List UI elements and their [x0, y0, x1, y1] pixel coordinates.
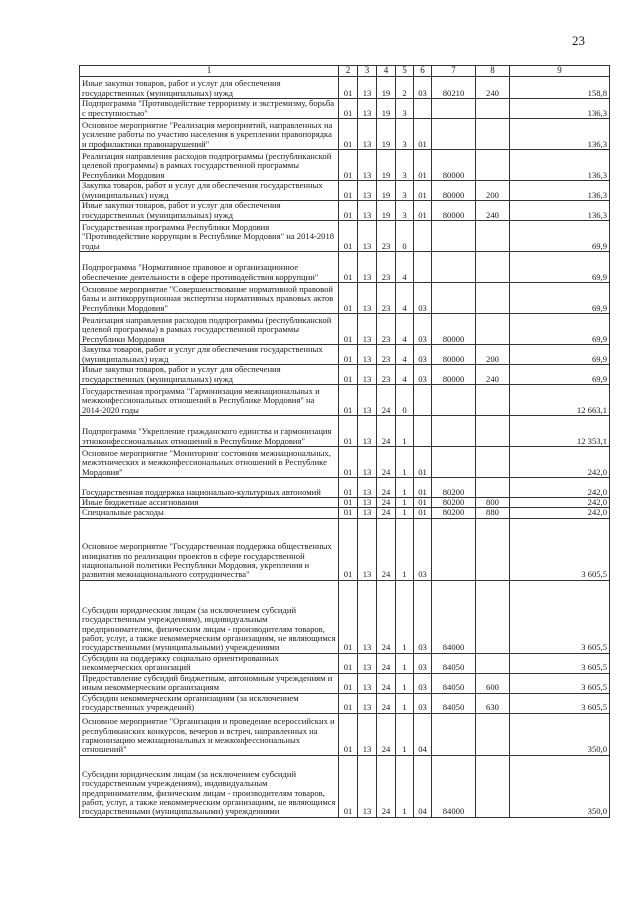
row-name: Государственная поддержка национально-культурных автономий — [80, 478, 339, 498]
row-activity: 01 — [414, 181, 432, 201]
row-section: 01 — [339, 77, 358, 99]
row-subsection: 13 — [358, 518, 377, 580]
row-program: 24 — [377, 416, 396, 447]
row-amount: 242,0 — [510, 447, 610, 478]
header-row — [80, 66, 610, 77]
row-expense-type — [476, 478, 510, 498]
row-name: Основное мероприятие "Реализация мероприятий, направленных на усиление работы по участию населения в укреплении правопорядка и профилактики правонарушений" — [80, 119, 339, 150]
row-activity: 03 — [414, 693, 432, 713]
row-activity: 03 — [414, 365, 432, 385]
row-amount: 136,3 — [510, 150, 610, 181]
page-number: 23 — [572, 33, 585, 48]
row-expense-type — [476, 580, 510, 653]
row-expense-type — [476, 99, 510, 119]
row-section: 01 — [339, 518, 358, 580]
row-section: 01 — [339, 99, 358, 119]
row-amount: 3 605,5 — [510, 518, 610, 580]
row-subsection: 13 — [358, 99, 377, 119]
row-program: 19 — [377, 99, 396, 119]
row-subprogram: 4 — [396, 314, 414, 345]
row-amount: 3 605,5 — [510, 693, 610, 713]
row-program: 19 — [377, 150, 396, 181]
row-subprogram: 0 — [396, 221, 414, 252]
row-program: 19 — [377, 119, 396, 150]
row-program: 24 — [377, 673, 396, 693]
row-activity: 01 — [414, 447, 432, 478]
row-direction: 80000 — [432, 365, 476, 385]
row-name: Иные закупки товаров, работ и услуг для обеспечения государственных (муниципальных) нужд — [80, 77, 339, 99]
row-subsection: 13 — [358, 221, 377, 252]
row-activity: 04 — [414, 713, 432, 755]
row-expense-type: 600 — [476, 673, 510, 693]
row-section: 01 — [339, 693, 358, 713]
row-subprogram: 0 — [396, 385, 414, 416]
row-subsection: 13 — [358, 385, 377, 416]
row-section: 01 — [339, 580, 358, 653]
table-row — [80, 365, 610, 385]
row-direction: 80000 — [432, 201, 476, 221]
header-col-7: 7 — [432, 66, 476, 77]
row-section: 01 — [339, 653, 358, 673]
row-section: 01 — [339, 673, 358, 693]
row-section: 01 — [339, 150, 358, 181]
row-direction: 84000 — [432, 580, 476, 653]
row-section: 01 — [339, 119, 358, 150]
row-program: 24 — [377, 385, 396, 416]
row-expense-type: 200 — [476, 181, 510, 201]
table-row — [80, 478, 610, 498]
table-row — [80, 508, 610, 518]
table-row — [80, 713, 610, 755]
row-expense-type — [476, 416, 510, 447]
row-section: 01 — [339, 252, 358, 283]
row-expense-type — [476, 755, 510, 817]
row-program: 23 — [377, 221, 396, 252]
row-subprogram: 1 — [396, 653, 414, 673]
row-direction — [432, 385, 476, 416]
table-row — [80, 252, 610, 283]
row-name: Специальные расходы — [80, 508, 339, 518]
table-row — [80, 181, 610, 201]
budget-table — [79, 65, 610, 818]
row-subsection: 13 — [358, 314, 377, 345]
row-program: 23 — [377, 345, 396, 365]
header-col-9: 9 — [510, 66, 610, 77]
row-subprogram: 1 — [396, 498, 414, 508]
row-amount: 136,3 — [510, 99, 610, 119]
row-program: 24 — [377, 713, 396, 755]
row-amount: 69,9 — [510, 252, 610, 283]
row-name: Основное мероприятие "Государственная поддержка общественных инициатив по реализации проектов в сфере государственной национальной политики Республики Мордовия, укрепления и развития межнационального сотрудничества" — [80, 518, 339, 580]
row-subsection: 13 — [358, 77, 377, 99]
table-body — [80, 77, 610, 818]
row-expense-type: 800 — [476, 498, 510, 508]
row-name: Реализация направления расходов подпрограммы (республиканской целевой программы) в рамках государственной программы Республики Мордовия — [80, 150, 339, 181]
row-direction: 80000 — [432, 314, 476, 345]
row-subsection: 13 — [358, 580, 377, 653]
row-amount: 69,9 — [510, 365, 610, 385]
row-direction: 84050 — [432, 693, 476, 713]
row-direction — [432, 416, 476, 447]
row-subprogram: 1 — [396, 713, 414, 755]
row-name: Предоставление субсидий бюджетным, автономным учреждениям и иным некоммерческим организациям — [80, 673, 339, 693]
row-section: 01 — [339, 221, 358, 252]
row-activity — [414, 99, 432, 119]
row-activity — [414, 385, 432, 416]
table-row — [80, 77, 610, 99]
table-row — [80, 345, 610, 365]
row-program: 24 — [377, 755, 396, 817]
row-direction — [432, 252, 476, 283]
row-direction: 80200 — [432, 508, 476, 518]
row-section: 01 — [339, 385, 358, 416]
row-program: 24 — [377, 580, 396, 653]
row-program: 19 — [377, 181, 396, 201]
row-section: 01 — [339, 508, 358, 518]
row-direction: 80200 — [432, 478, 476, 498]
row-program: 24 — [377, 693, 396, 713]
row-section: 01 — [339, 416, 358, 447]
row-section: 01 — [339, 713, 358, 755]
row-amount: 3 605,5 — [510, 653, 610, 673]
row-program: 24 — [377, 518, 396, 580]
row-direction: 80210 — [432, 77, 476, 99]
row-expense-type: 200 — [476, 345, 510, 365]
table-row — [80, 653, 610, 673]
header-col-3: 3 — [358, 66, 377, 77]
row-direction: 80200 — [432, 498, 476, 508]
row-direction: 80000 — [432, 150, 476, 181]
row-name: Иные закупки товаров, работ и услуг для обеспечения государственных (муниципальных) нужд — [80, 201, 339, 221]
row-section: 01 — [339, 314, 358, 345]
table-row — [80, 673, 610, 693]
row-subsection: 13 — [358, 416, 377, 447]
row-activity: 01 — [414, 201, 432, 221]
row-subprogram: 1 — [396, 755, 414, 817]
row-activity: 01 — [414, 119, 432, 150]
row-activity — [414, 252, 432, 283]
header-col-1: 1 — [80, 66, 339, 77]
row-direction — [432, 447, 476, 478]
row-amount: 12 353,1 — [510, 416, 610, 447]
row-subprogram: 2 — [396, 77, 414, 99]
table-row — [80, 447, 610, 478]
row-name: Субсидии юридическим лицам (за исключением субсидий государственным учреждениям), индивидуальным предпринимателям, физическим лицам - производителям товаров, работ, услуг, а также некоммерческим организациям, не являющимся государственными (муниципальными) учреждениями — [80, 755, 339, 817]
row-amount: 242,0 — [510, 508, 610, 518]
row-subsection: 13 — [358, 755, 377, 817]
table-row — [80, 314, 610, 345]
row-expense-type — [476, 252, 510, 283]
row-activity — [414, 221, 432, 252]
row-name: Закупка товаров, работ и услуг для обеспечения государственных (муниципальных) нужд — [80, 181, 339, 201]
row-activity: 01 — [414, 150, 432, 181]
row-expense-type — [476, 653, 510, 673]
row-program: 19 — [377, 201, 396, 221]
row-section: 01 — [339, 498, 358, 508]
row-subsection: 13 — [358, 283, 377, 314]
row-subsection: 13 — [358, 447, 377, 478]
row-name: Основное мероприятие "Совершенствование нормативной правовой базы и антикоррупционная экспертиза нормативных правовых актов Республики Мордовия" — [80, 283, 339, 314]
row-expense-type — [476, 385, 510, 416]
row-activity: 04 — [414, 755, 432, 817]
row-amount: 69,9 — [510, 221, 610, 252]
row-subprogram: 3 — [396, 119, 414, 150]
table-row — [80, 498, 610, 508]
row-subsection: 13 — [358, 508, 377, 518]
row-expense-type: 240 — [476, 365, 510, 385]
row-subsection: 13 — [358, 478, 377, 498]
row-direction — [432, 283, 476, 314]
row-direction: 84000 — [432, 755, 476, 817]
row-program: 23 — [377, 365, 396, 385]
row-activity: 03 — [414, 314, 432, 345]
row-amount: 12 663,1 — [510, 385, 610, 416]
row-subsection: 13 — [358, 693, 377, 713]
row-name: Подпрограмма "Укрепление гражданского единства и гармонизация этноконфессиональных отношений в Республике Мордовия" — [80, 416, 339, 447]
row-subprogram: 3 — [396, 150, 414, 181]
row-expense-type: 240 — [476, 201, 510, 221]
row-expense-type: 240 — [476, 77, 510, 99]
row-direction — [432, 518, 476, 580]
row-amount: 350,0 — [510, 713, 610, 755]
row-expense-type: 880 — [476, 508, 510, 518]
table-row — [80, 201, 610, 221]
row-amount: 69,9 — [510, 345, 610, 365]
row-subprogram: 3 — [396, 99, 414, 119]
row-section: 01 — [339, 447, 358, 478]
row-program: 24 — [377, 498, 396, 508]
row-subsection: 13 — [358, 201, 377, 221]
row-activity: 03 — [414, 653, 432, 673]
row-subprogram: 1 — [396, 416, 414, 447]
row-activity: 01 — [414, 508, 432, 518]
row-amount: 3 605,5 — [510, 580, 610, 653]
row-program: 19 — [377, 77, 396, 99]
row-amount: 242,0 — [510, 478, 610, 498]
row-name: Государственная программа Республики Мордовия "Противодействие коррупции в Республике Мордовия" на 2014-2018 годы — [80, 221, 339, 252]
row-activity: 03 — [414, 77, 432, 99]
row-subsection: 13 — [358, 713, 377, 755]
table-row — [80, 385, 610, 416]
row-subsection: 13 — [358, 673, 377, 693]
table-row — [80, 150, 610, 181]
row-name: Иные бюджетные ассигнования — [80, 498, 339, 508]
row-subsection: 13 — [358, 252, 377, 283]
header-col-6: 6 — [414, 66, 432, 77]
row-subprogram: 3 — [396, 201, 414, 221]
row-amount: 350,0 — [510, 755, 610, 817]
row-subprogram: 1 — [396, 580, 414, 653]
row-section: 01 — [339, 181, 358, 201]
table-row — [80, 416, 610, 447]
row-direction — [432, 119, 476, 150]
row-subprogram: 1 — [396, 478, 414, 498]
row-subprogram: 4 — [396, 283, 414, 314]
header-col-4: 4 — [377, 66, 396, 77]
row-subprogram: 1 — [396, 508, 414, 518]
row-subprogram: 1 — [396, 693, 414, 713]
row-expense-type — [476, 119, 510, 150]
row-amount: 136,3 — [510, 119, 610, 150]
table-row — [80, 221, 610, 252]
row-name: Подпрограмма "Противодействие терроризму и экстремизму, борьба с преступностью" — [80, 99, 339, 119]
row-program: 24 — [377, 478, 396, 498]
row-section: 01 — [339, 755, 358, 817]
row-activity: 03 — [414, 283, 432, 314]
row-expense-type — [476, 518, 510, 580]
row-section: 01 — [339, 201, 358, 221]
row-program: 24 — [377, 447, 396, 478]
row-name: Закупка товаров, работ и услуг для обеспечения государственных (муниципальных) нужд — [80, 345, 339, 365]
row-activity: 03 — [414, 518, 432, 580]
row-amount: 136,3 — [510, 181, 610, 201]
table-row — [80, 119, 610, 150]
row-name: Иные закупки товаров, работ и услуг для обеспечения государственных (муниципальных) нужд — [80, 365, 339, 385]
row-subsection: 13 — [358, 181, 377, 201]
row-program: 23 — [377, 252, 396, 283]
row-direction: 80000 — [432, 181, 476, 201]
row-subprogram: 4 — [396, 252, 414, 283]
row-program: 23 — [377, 283, 396, 314]
table-header — [80, 66, 610, 77]
row-section: 01 — [339, 345, 358, 365]
row-expense-type — [476, 314, 510, 345]
row-direction — [432, 221, 476, 252]
row-activity — [414, 416, 432, 447]
row-name: Субсидии юридическим лицам (за исключением субсидий государственным учреждениям), индивидуальным предпринимателям, физическим лицам - производителям товаров, работ, услуг, а также некоммерческим организациям, не являющимся государственными (муниципальными) учреждениями — [80, 580, 339, 653]
row-section: 01 — [339, 283, 358, 314]
table-row — [80, 755, 610, 817]
row-direction — [432, 99, 476, 119]
row-activity: 01 — [414, 498, 432, 508]
row-section: 01 — [339, 478, 358, 498]
row-subprogram: 1 — [396, 518, 414, 580]
row-name: Реализация направления расходов подпрограммы (республиканской целевой программы) в рамках государственной программы Республики Мордовия — [80, 314, 339, 345]
row-program: 23 — [377, 314, 396, 345]
row-expense-type — [476, 447, 510, 478]
row-expense-type — [476, 283, 510, 314]
table-row — [80, 99, 610, 119]
table-row — [80, 283, 610, 314]
header-col-5: 5 — [396, 66, 414, 77]
row-expense-type — [476, 150, 510, 181]
row-name: Государственная программа "Гармонизация межнациональных и межконфессиональных отношений в Республике Мордовия" на 2014-2020 годы — [80, 385, 339, 416]
row-amount: 69,9 — [510, 283, 610, 314]
row-name: Субсидии некоммерческим организациям (за исключением государственных учреждений) — [80, 693, 339, 713]
row-expense-type — [476, 221, 510, 252]
row-subprogram: 1 — [396, 673, 414, 693]
row-direction — [432, 713, 476, 755]
table-row — [80, 693, 610, 713]
row-activity: 03 — [414, 673, 432, 693]
row-name: Основное мероприятие "Организация и проведение всероссийских и республиканских конкурсов, вечеров и встреч, направленных на гармонизацию межнациональных и межконфессиональных отношений" — [80, 713, 339, 755]
header-col-2: 2 — [339, 66, 358, 77]
row-subsection: 13 — [358, 119, 377, 150]
row-subsection: 13 — [358, 345, 377, 365]
row-amount: 136,3 — [510, 201, 610, 221]
row-name: Подпрограмма "Нормативное правовое и организационное обеспечение деятельности в сфере противодействия коррупции" — [80, 252, 339, 283]
row-subsection: 13 — [358, 150, 377, 181]
row-subprogram: 4 — [396, 365, 414, 385]
row-subprogram: 3 — [396, 181, 414, 201]
row-amount: 3 605,5 — [510, 673, 610, 693]
row-subsection: 13 — [358, 365, 377, 385]
row-activity: 03 — [414, 580, 432, 653]
row-program: 24 — [377, 653, 396, 673]
row-subprogram: 1 — [396, 447, 414, 478]
row-section: 01 — [339, 365, 358, 385]
row-amount: 69,9 — [510, 314, 610, 345]
row-subsection: 13 — [358, 653, 377, 673]
row-direction: 84050 — [432, 673, 476, 693]
row-program: 24 — [377, 508, 396, 518]
row-direction: 84050 — [432, 653, 476, 673]
row-activity: 03 — [414, 345, 432, 365]
row-activity: 01 — [414, 478, 432, 498]
row-amount: 158,8 — [510, 77, 610, 99]
row-direction: 80000 — [432, 345, 476, 365]
row-name: Субсидии на поддержку социально ориентированных некоммерческих организаций — [80, 653, 339, 673]
row-subsection: 13 — [358, 498, 377, 508]
table-row — [80, 580, 610, 653]
row-expense-type — [476, 713, 510, 755]
row-subprogram: 4 — [396, 345, 414, 365]
header-col-8: 8 — [476, 66, 510, 77]
row-expense-type: 630 — [476, 693, 510, 713]
row-name: Основное мероприятие "Мониторинг состояния межнациональных, межэтнических и межконфессиональных отношений в Республике Мордовия" — [80, 447, 339, 478]
table-row — [80, 518, 610, 580]
row-amount: 242,0 — [510, 498, 610, 508]
